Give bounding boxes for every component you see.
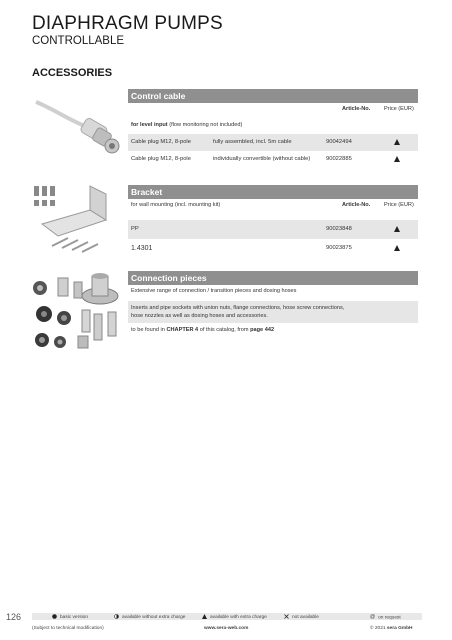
x-icon <box>284 614 289 619</box>
product-name: Cable plug M12, 8-pole <box>131 156 191 162</box>
col-price: Price (EUR) <box>384 106 414 112</box>
article-number: 90023848 <box>326 226 352 232</box>
table-row <box>128 239 418 258</box>
page-number: 126 <box>6 612 22 622</box>
table-row <box>128 151 418 168</box>
control-cable-heading: Control cable <box>128 89 418 103</box>
article-number: 90022885 <box>326 156 352 162</box>
article-number: 90042494 <box>326 139 352 145</box>
col-article-no: Article-No. <box>342 106 371 112</box>
product-desc: fully assembled, incl. 5m cable <box>213 139 292 145</box>
connection-pieces-image <box>30 268 124 352</box>
bracket-image <box>32 184 122 254</box>
connection-info-box <box>128 301 418 323</box>
bracket-heading: Bracket <box>128 185 418 199</box>
website-link[interactable]: www.sera-web.com <box>204 626 249 631</box>
legend-item: basic version <box>52 614 88 620</box>
col-article-no: Article-No. <box>342 202 371 208</box>
table-row <box>128 134 418 151</box>
triangle-icon <box>202 614 207 619</box>
legend-item: @ on request <box>370 614 401 621</box>
at-icon: @ <box>370 614 376 620</box>
bracket-subtitle: for wall mounting (incl. mounting kit) <box>131 202 221 208</box>
product-name: PP <box>131 226 139 232</box>
article-number: 90023875 <box>326 245 352 251</box>
product-name: 1.4301 <box>131 245 153 252</box>
legend-item: available without extra charge <box>114 614 185 620</box>
section-title: ACCESSORIES <box>32 67 113 79</box>
connection-pieces-heading: Connection pieces <box>128 271 418 285</box>
connection-line3: hose nozzles as well as dosing hoses and accessories. <box>131 313 268 319</box>
chapter-reference: to be found in CHAPTER 4 of this catalog, from page 442 <box>131 327 275 333</box>
copyright: © 2021 sera GmbH <box>370 626 413 631</box>
triangle-icon <box>394 226 400 232</box>
page-title: DIAPHRAGM PUMPS <box>32 13 223 34</box>
disclaimer: (Subject to technical modification) <box>32 626 104 631</box>
triangle-icon <box>394 139 400 145</box>
product-desc: individually convertible (without cable) <box>213 156 311 162</box>
connection-line1: Extensive range of connection / transition pieces and dosing hoses <box>131 288 297 294</box>
filled-circle-icon <box>52 614 57 619</box>
triangle-icon <box>394 156 400 162</box>
triangle-icon <box>394 245 400 251</box>
table-row <box>128 220 418 239</box>
legend-item: not available <box>284 614 319 620</box>
col-price: Price (EUR) <box>384 202 414 208</box>
half-circle-icon <box>114 614 119 619</box>
legend-item: available with extra charge <box>202 614 267 620</box>
control-cable-note: for level input (flow monitoring not included) <box>131 122 243 128</box>
connection-line2: Inserts and pipe sockets with union nuts, flange connections, hose screw connections, <box>131 305 345 311</box>
control-cable-image <box>32 88 122 160</box>
product-name: Cable plug M12, 8-pole <box>131 139 191 145</box>
page-subtitle: CONTROLLABLE <box>32 35 125 47</box>
